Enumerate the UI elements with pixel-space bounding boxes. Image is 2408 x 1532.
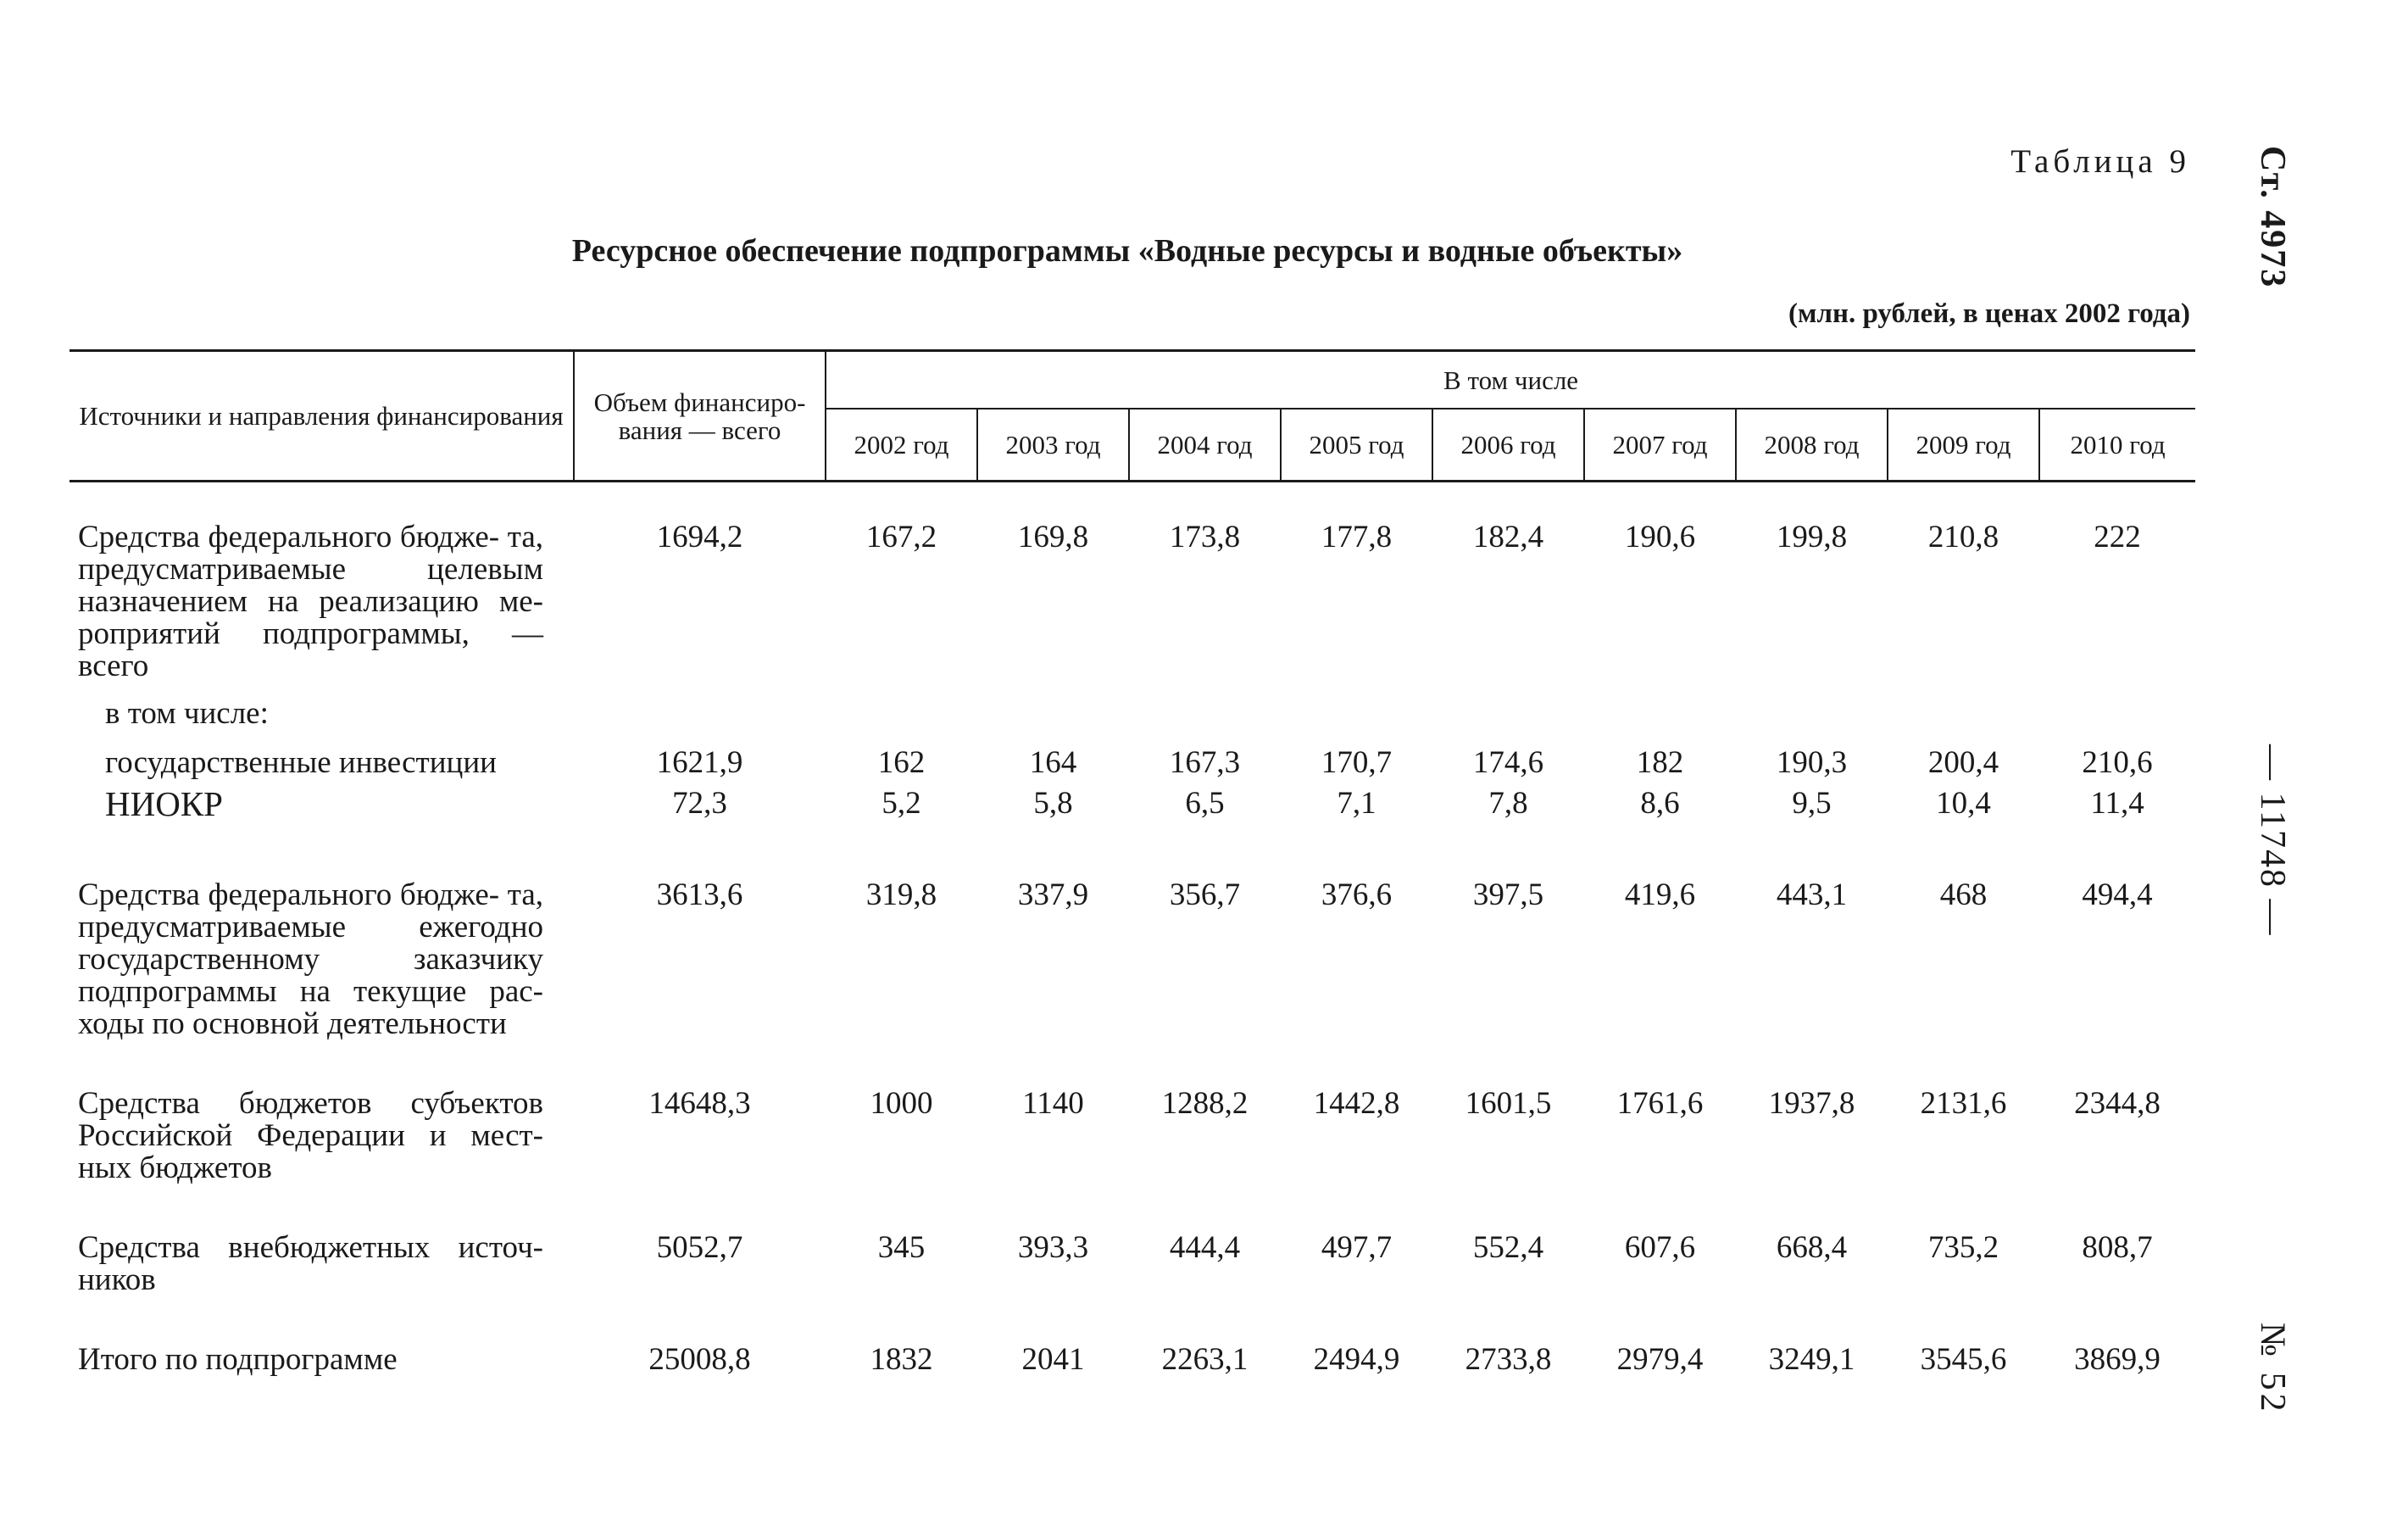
row-value: 419,6	[1624, 877, 1696, 912]
page-title: Ресурсное обеспечение подпрограммы «Водные ресурсы и водные объекты»	[571, 233, 1683, 269]
row-value: 2733,8	[1465, 1342, 1552, 1377]
row-value: 1140	[1022, 1086, 1084, 1121]
row-label: НИОКР	[105, 784, 223, 823]
row-value: 468	[1939, 877, 1988, 912]
row-value: 2979,4	[1616, 1342, 1704, 1377]
row-value: 3545,6	[1920, 1342, 2007, 1377]
units-note: (млн. рублей, в ценах 2002 года)	[1788, 298, 2190, 329]
row-value: 11,4	[2090, 786, 2144, 821]
header-year: 2008 год	[1736, 409, 1888, 482]
table-row-total	[70, 1296, 2195, 1376]
row-value: 2344,8	[2074, 1086, 2161, 1121]
table-row	[70, 1184, 2195, 1296]
row-value: 2263,1	[1161, 1342, 1248, 1377]
row-value: 356,7	[1169, 877, 1241, 912]
header-year: 2006 год	[1432, 409, 1584, 482]
row-value: 182	[1636, 745, 1684, 780]
row-value: 2494,9	[1313, 1342, 1400, 1377]
row-total: 1694,2	[656, 520, 743, 554]
row-value: 497,7	[1321, 1230, 1393, 1265]
row-label: Средства бюджетов субъектов Российской Федерации и мест- ных бюджетов	[78, 1086, 543, 1185]
header-year: 2003 год	[977, 409, 1129, 482]
row-value: 552,4	[1472, 1230, 1544, 1265]
row-value: 1288,2	[1161, 1086, 1248, 1121]
header-year: 2007 год	[1584, 409, 1736, 482]
row-total: 5052,7	[656, 1230, 743, 1265]
row-value: 177,8	[1321, 520, 1393, 554]
table-row	[70, 730, 2195, 779]
header-year: 2002 год	[826, 409, 977, 482]
row-value: 5,8	[1033, 786, 1073, 821]
row-value: 1937,8	[1768, 1086, 1855, 1121]
row-value: 169,8	[1017, 520, 1089, 554]
row-value: 199,8	[1776, 520, 1848, 554]
row-label: Средства федерального бюдже- та, предусматриваемые целевым назначением на реализацию ме- роприятий подпрограммы, — всего	[78, 520, 543, 683]
table-row	[70, 820, 2195, 1040]
row-value: 376,6	[1321, 877, 1393, 912]
row-total: 25008,8	[648, 1342, 751, 1377]
header-including: В том числе	[826, 351, 2195, 409]
row-value: 167,3	[1169, 745, 1241, 780]
table-row	[70, 779, 2195, 820]
row-value: 1442,8	[1313, 1086, 1400, 1121]
header-total: Объем финансиро- вания — всего	[574, 351, 826, 482]
row-total: 1621,9	[656, 745, 743, 780]
table-row	[70, 682, 2195, 730]
row-value: 808,7	[2082, 1230, 2153, 1265]
row-label: Итого по подпрограмме	[78, 1342, 398, 1377]
row-value: 1601,5	[1465, 1086, 1552, 1121]
row-value: 6,5	[1185, 786, 1225, 821]
row-value: 3869,9	[2074, 1342, 2161, 1377]
row-value: 7,1	[1337, 786, 1376, 821]
header-year: 2004 год	[1129, 409, 1281, 482]
table-caption: Таблица 9	[2010, 143, 2190, 180]
row-value: 164	[1029, 745, 1077, 780]
header-year: 2009 год	[1888, 409, 2039, 482]
row-value: 170,7	[1321, 745, 1393, 780]
row-label: Средства внебюджетных источ- ников	[78, 1230, 543, 1297]
row-value: 190,3	[1776, 745, 1848, 780]
row-value: 393,3	[1017, 1230, 1089, 1265]
row-total: 3613,6	[656, 877, 743, 912]
row-value: 444,4	[1169, 1230, 1241, 1265]
row-value: 210,6	[2082, 745, 2153, 780]
row-label: в том числе:	[105, 696, 269, 731]
page-reference: Ст. 4973	[2253, 146, 2292, 289]
row-value: 337,9	[1017, 877, 1089, 912]
row-value: 167,2	[865, 520, 937, 554]
row-value: 1000	[870, 1086, 933, 1121]
row-value: 2041	[1021, 1342, 1085, 1377]
row-value: 2131,6	[1920, 1086, 2007, 1121]
row-value: 10,4	[1936, 786, 1991, 821]
row-value: 443,1	[1776, 877, 1848, 912]
row-value: 182,4	[1472, 520, 1544, 554]
document-number: — 11748 —	[2253, 744, 2292, 937]
row-value: 9,5	[1792, 786, 1832, 821]
row-value: 5,2	[881, 786, 921, 821]
header-year: 2010 год	[2039, 409, 2195, 482]
header-sources: Источники и направления финансирования	[70, 351, 574, 482]
issue-number: № 52	[2253, 1323, 2292, 1415]
row-value: 397,5	[1472, 877, 1544, 912]
row-value: 8,6	[1640, 786, 1680, 821]
row-value: 174,6	[1472, 745, 1544, 780]
row-value: 222	[2094, 520, 2141, 554]
row-value: 200,4	[1927, 745, 1999, 780]
row-value: 7,8	[1488, 786, 1528, 821]
row-value: 735,2	[1927, 1230, 1999, 1265]
table-row	[70, 482, 2195, 683]
row-value: 607,6	[1624, 1230, 1696, 1265]
row-value: 173,8	[1169, 520, 1241, 554]
row-label: Средства федерального бюдже- та, предусматриваемые ежегодно государственному заказчику подпрограммы на текущие рас- ходы по основной деятельности	[78, 877, 543, 1041]
row-value: 345	[877, 1230, 926, 1265]
row-value: 319,8	[865, 877, 937, 912]
row-total: 72,3	[672, 786, 727, 821]
row-value: 1761,6	[1616, 1086, 1704, 1121]
row-value: 3249,1	[1768, 1342, 1855, 1377]
funding-table	[70, 349, 2195, 1376]
row-value: 210,8	[1927, 520, 1999, 554]
row-total: 14648,3	[648, 1086, 751, 1121]
row-value: 162	[877, 745, 926, 780]
row-value: 190,6	[1624, 520, 1696, 554]
row-label: государственные инвестиции	[105, 745, 497, 780]
header-year: 2005 год	[1281, 409, 1432, 482]
row-value: 668,4	[1776, 1230, 1848, 1265]
table-row	[70, 1040, 2195, 1184]
row-value: 1832	[870, 1342, 933, 1377]
row-value: 494,4	[2082, 877, 2153, 912]
